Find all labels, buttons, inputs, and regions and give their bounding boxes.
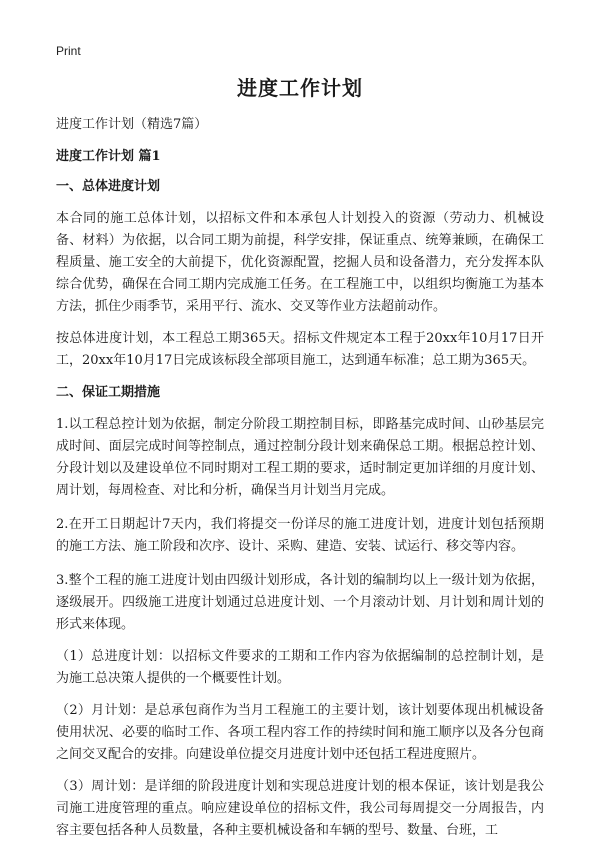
paragraph: （1）总进度计划：以招标文件要求的工期和工作内容为依据编制的总控制计划，是为施工总决策人提供的一个概要性计划。 — [56, 649, 544, 686]
heading-overall-schedule: 一、总体进度计划 — [56, 179, 161, 194]
paragraph: （3）周计划：是详细的阶段进度计划和实现总进度计划的根本保证，该计划是我公司施工进度管理的重点。响应建设单位的招标文件，我公司每周提交一分周报告，内容主要包括各种人员数量，各种主要机械设备和车辆的型号、数量、台班，工 — [56, 779, 544, 838]
document-subtitle: 进度工作计划（精选7篇） — [56, 117, 208, 132]
document-title: 进度工作计划 — [237, 76, 363, 100]
heading-schedule-guarantee: 二、保证工期措施 — [56, 385, 161, 400]
print-link[interactable]: Print — [56, 44, 81, 58]
paragraph: 1.以工程总控计划为依据，制定分阶段工期控制目标，即路基完成时间、山砂基层完成时间、面层完成时间等控制点，通过控制分段计划来确保总工期。根据总控计划、分段计划以及建设单位不同时期对工程工期的要求，适时制定更加详细的月度计划、周计划，每周检查、对比和分析，确保当月计划当月完成。 — [56, 417, 544, 498]
paragraph: 本合同的施工总体计划，以招标文件和本承包人计划投入的资源（劳动力、机械设备、材料）为依据，以合同工期为前提，科学安排，保证重点、统筹兼顾，在确保工程质量、施工安全的大前提下，优化资源配置，挖掘人员和设备潜力，充分发挥本队综合优势，确保在合同工期内完成施工任务。在工程施工中，以组织均衡施工为基本方法，抓住少雨季节，采用平行、流水、交叉等作业方法超前动作。 — [56, 211, 544, 314]
paragraph: 3.整个工程的施工进度计划由四级计划形成，各计划的编制均以上一级计划为依据，逐级展开。四级施工进度计划通过总进度计划、一个月滚动计划、月计划和周计划的形式来体现。 — [56, 573, 544, 632]
paragraph: 按总体进度计划，本工程总工期365天。招标文件规定本工程于20xx年10月17日开工，20xx年10月17日完成该标段全部项目施工，达到通车标准；总工期为365天。 — [56, 331, 544, 368]
paragraph: （2）月计划：是总承包商作为当月工程施工的主要计划，该计划要体现出机械设备使用状况、必要的临时工作、各项工程内容工作的持续时间和施工顺序以及各分包商之间交叉配合的安排。向建设单位提交月进度计划中还包括工程进度照片。 — [56, 703, 544, 762]
paragraph: 2.在开工日期起计7天内，我们将提交一份详尽的施工进度计划，进度计划包括预期的施工方法、施工阶段和次序、设计、采购、建造、安装、试运行、移交等内容。 — [56, 517, 544, 554]
section-title: 进度工作计划 篇1 — [56, 149, 161, 164]
